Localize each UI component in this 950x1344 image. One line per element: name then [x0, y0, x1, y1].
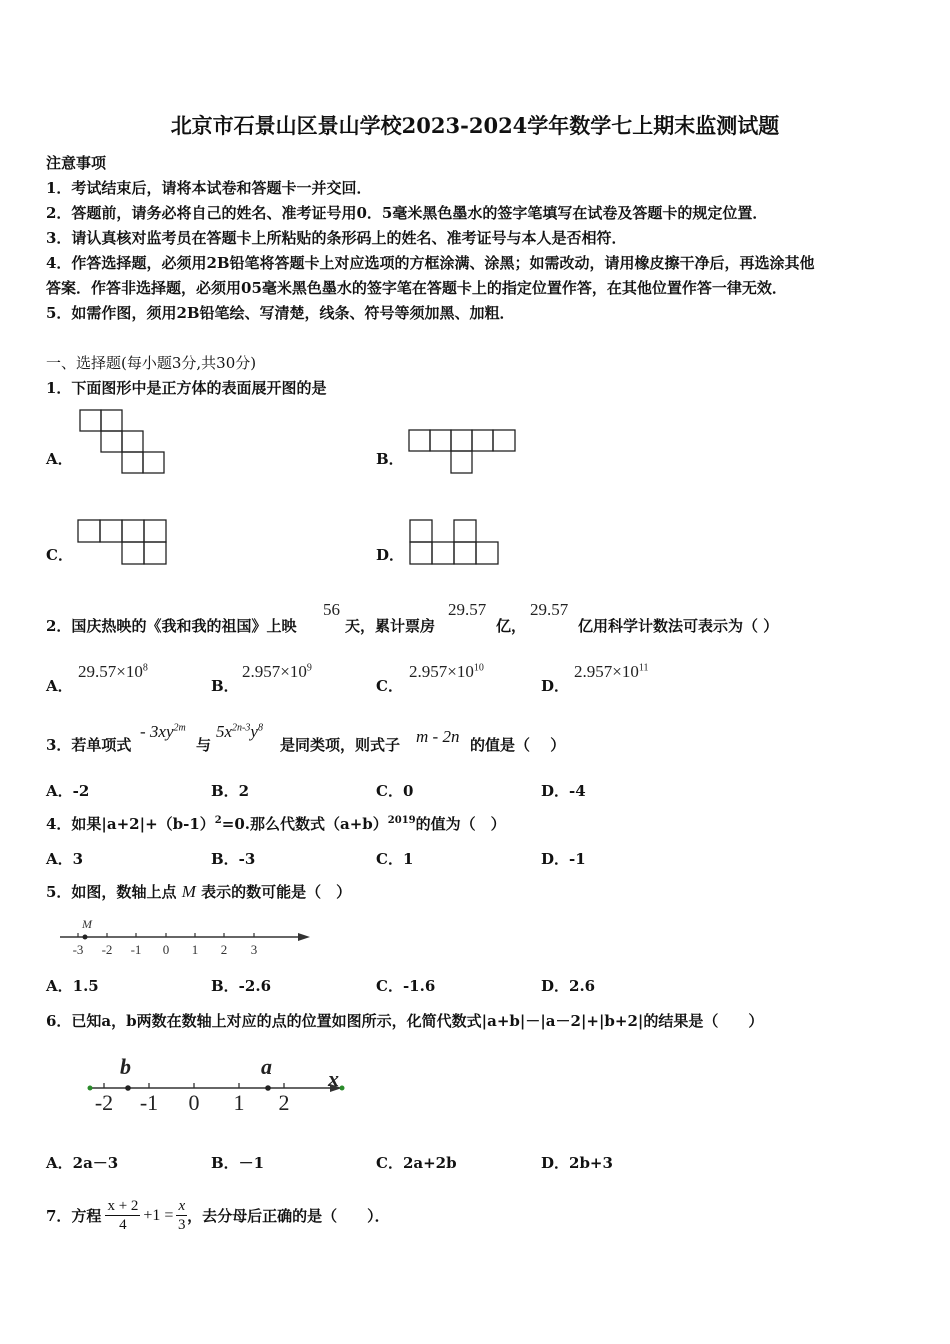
q6-option-a[interactable]: A．2a－3	[46, 1154, 119, 1172]
q6-stem: 6．已知a，b两数在数轴上对应的点的位置如图所示，化简代数式|a+b|－|a－2|+|b+2|的结果是（ ）	[46, 1012, 764, 1030]
notice-item: 答案．作答非选择题，必须用05毫米黑色墨水的签字笔在答题卡上的指定位置作答，在其他位置作答一律无效．	[46, 279, 787, 297]
q2-stem-part: 亿用科学计数法可表示为（ ）	[578, 617, 779, 635]
q5-option-c[interactable]: C．-1.6	[376, 977, 436, 995]
q6-option-d[interactable]: D．2b+3	[541, 1154, 613, 1172]
q2-boxoffice-value-2: 29.57	[530, 600, 569, 619]
q3-option-a[interactable]: A．-2	[46, 782, 90, 800]
q6-point-b	[125, 1085, 131, 1091]
q5-option-d[interactable]: D．2.6	[541, 977, 596, 995]
notice-item: 1．考试结束后，请将本试卷和答题卡一并交回．	[46, 179, 372, 197]
q6-label-x: x	[328, 1066, 339, 1091]
q2-stem-part: 天，累计票房	[345, 617, 436, 635]
q3-monomial-2: $5x^{2n-3}y^8$	[216, 722, 263, 741]
q5-tick-label: 3	[250, 942, 258, 957]
q2-boxoffice-value: 29.57	[448, 600, 487, 619]
q1-net-b	[409, 430, 521, 476]
q6-label-b: b	[120, 1054, 131, 1079]
q4-stem: 4．如果$|a+2|+(b-1)^2=0$.那么代数式$(a+b)^{2019}$的值为（ ）	[46, 815, 506, 833]
q6-tick-label: -2	[94, 1090, 114, 1115]
q5-tick-label: 0	[162, 942, 170, 957]
q3-option-c[interactable]: C．0	[376, 782, 414, 800]
q6-tick-label: 2	[278, 1090, 290, 1115]
notice-item: 2．答题前，请务必将自己的姓名、准考证号用0．5毫米黑色墨水的签字笔填写在试卷及答题卡的规定位置．	[46, 204, 768, 222]
q3-stem-part: 的值是（ ）	[470, 736, 566, 754]
q3-stem-part: 是同类项，则式子	[280, 736, 401, 754]
q5-stem: 5．如图，数轴上点 M 表示的数可能是（ ）	[46, 882, 352, 901]
q2-days-value: 56	[323, 600, 340, 619]
q3-stem-part: 与	[196, 736, 212, 754]
q2-option-a-expr: $29.57\times 10^8$	[78, 662, 148, 681]
q7-stem: 7．方程 $\frac{x + 2}{4}$ +1 = $\frac{x}{3}$ ，去分母后正确的是（ ）．	[46, 1198, 390, 1233]
q5-tick-label: 2	[220, 942, 228, 957]
notice-item: 3．请认真核对监考员在答题卡上所粘贴的条形码上的姓名、准考证号与本人是否相符．	[46, 229, 627, 247]
q4-option-c[interactable]: C．1	[376, 850, 414, 868]
q3-stem-part: 3．若单项式	[46, 736, 132, 754]
q6-label-a: a	[261, 1054, 272, 1079]
q1-option-a-label[interactable]: A．	[46, 450, 73, 468]
q2-option-a-label[interactable]: A．	[46, 677, 73, 695]
q1-option-d-label[interactable]: D．	[376, 546, 405, 564]
q2-stem-part: 2．国庆热映的《我和我的祖国》上映	[46, 617, 297, 635]
q5-point-label: M	[82, 917, 92, 931]
q5-tick-label: -2	[101, 942, 113, 957]
q2-option-c-label[interactable]: C．	[376, 677, 403, 695]
q6-tick-label: -1	[139, 1090, 159, 1115]
q5-tick-label: -3	[72, 942, 84, 957]
q4-option-b[interactable]: B．-3	[211, 850, 256, 868]
q1-option-b-label[interactable]: B．	[376, 450, 404, 468]
q1-net-d	[410, 520, 502, 566]
q2-option-c-expr: $2.957\times 10^{10}$	[409, 662, 484, 681]
q1-net-a	[80, 410, 170, 476]
notice-heading: 注意事项	[46, 154, 107, 172]
q6-option-c[interactable]: C．2a+2b	[376, 1154, 457, 1172]
q5-point-m	[83, 935, 88, 940]
section-heading: 一、选择题(每小题3分,共30分)	[46, 354, 257, 372]
q3-option-b[interactable]: B．2	[211, 782, 250, 800]
q1-net-c	[78, 520, 170, 566]
q3-option-d[interactable]: D．-4	[541, 782, 586, 800]
q1-option-c-label[interactable]: C．	[46, 546, 73, 564]
q6-point-a	[265, 1085, 271, 1091]
q6-tick-label: 0	[188, 1090, 200, 1115]
q2-option-b-expr: $2.957\times 10^9$	[242, 662, 312, 681]
q5-tick-label: -1	[130, 942, 142, 957]
q6-tick-label: 1	[233, 1090, 245, 1115]
page-title: 北京市石景山区景山学校2023-2024学年数学七上期末监测试题	[170, 113, 780, 138]
notice-item: 5．如需作图，须用2B铅笔绘、写清楚，线条、符号等须加黑、加粗．	[46, 304, 515, 322]
q6-option-b[interactable]: B．－1	[211, 1154, 265, 1172]
q2-stem-part: 亿，	[496, 617, 527, 635]
q5-number-line	[58, 910, 318, 960]
q2-option-b-label[interactable]: B．	[211, 677, 239, 695]
q5-option-b[interactable]: B．-2.6	[211, 977, 272, 995]
q2-option-d-expr: $2.957\times 10^{11}$	[574, 662, 649, 681]
q3-expression: m - 2n	[416, 727, 460, 746]
q5-tick-label: 1	[191, 942, 199, 957]
q5-option-a[interactable]: A．1.5	[46, 977, 99, 995]
notice-item: 4．作答选择题，必须用2B铅笔将答题卡上对应选项的方框涂满、涂黑；如需改动，请用橡皮擦干净后，再选涂其他	[46, 254, 815, 272]
q6-number-line	[84, 1050, 354, 1118]
q2-option-d-label[interactable]: D．	[541, 677, 570, 695]
q4-option-a[interactable]: A．3	[46, 850, 84, 868]
q1-stem: 1．下面图形中是正方体的表面展开图的是	[46, 379, 327, 397]
q7-fraction-1: $\frac{x + 2}{4}$	[107, 1198, 139, 1233]
q7-fraction-2: $\frac{x}{3}$	[178, 1198, 186, 1233]
q4-option-d[interactable]: D．-1	[541, 850, 586, 868]
q3-monomial-1: - $3xy^{2m}$	[140, 722, 186, 741]
